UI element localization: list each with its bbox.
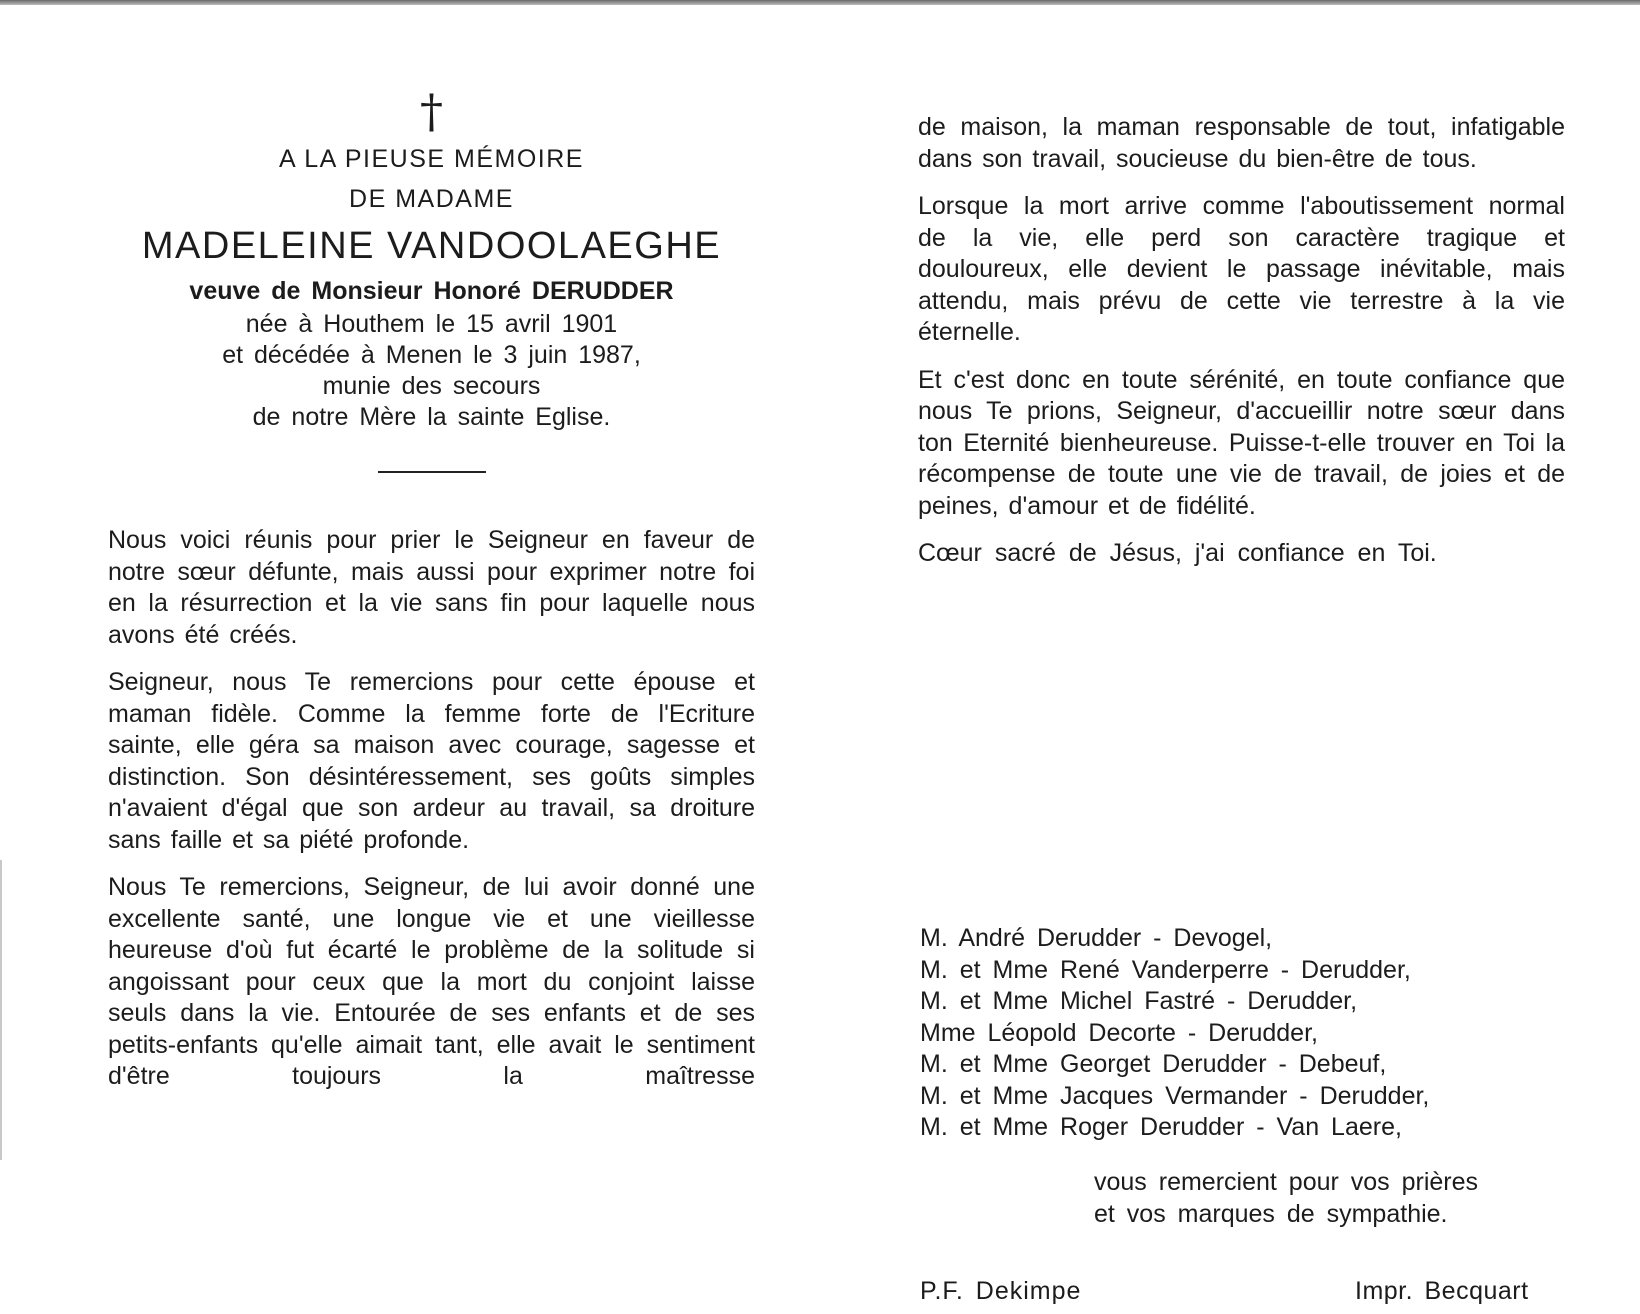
- left-edge-mark: [0, 860, 2, 1160]
- widow-line: veuve de Monsieur Honoré DERUDDER: [189, 277, 674, 305]
- prayer-paragraph: de maison, la maman responsable de tout, infatigable dans son travail, soucieuse du bien-être de tous.: [918, 113, 1565, 173]
- divider: [378, 471, 486, 473]
- madame-heading: DE MADAME: [349, 185, 514, 213]
- left-column: [108, 85, 755, 1093]
- thanks-note: [1094, 1167, 1574, 1230]
- deceased-name: MADELEINE VANDOOLAEGHE: [141, 225, 722, 267]
- prayer-paragraph: Nous voici réunis pour prier le Seigneur en faveur de notre sœur défunte, mais aussi pour exprimer notre foi en la résurrection et la vie sans fin pour laquelle nous avons été créés.: [108, 526, 755, 649]
- top-border: [0, 0, 1640, 5]
- prayer-paragraph: Seigneur, nous Te remercions pour cette épouse et maman fidèle. Comme la femme forte de l'Ecriture sainte, elle géra sa maison avec courage, sagesse et distinction. Son désintéressement, ses goûts simples n'avaient d'égal que son ardeur au travail, sa droiture sans faille et sa piété profonde.: [108, 668, 755, 854]
- thanks-line: vous remercient pour vos prières: [1094, 1168, 1479, 1196]
- funeral-director: P.F. Dekimpe: [920, 1277, 1082, 1305]
- right-column: [918, 112, 1565, 570]
- family-member: M. et Mme Jacques Vermander - Derudder,: [920, 1081, 1430, 1110]
- prayer-paragraph: Et c'est donc en toute sérénité, en toute confiance que nous Te prions, Seigneur, d'accueillir notre sœur dans ton Eternité bienheureuse. Puisse-t-elle trouver en Toi la récompense de toute une vie de travail, de joies et de peines, d'amour et de fidélité.: [918, 365, 1565, 520]
- church-line: de notre Mère la sainte Eglise.: [252, 403, 611, 431]
- thanks-line: et vos marques de sympathie.: [1094, 1199, 1448, 1228]
- family-member: M. et Mme Roger Derudder - Van Laere,: [920, 1113, 1402, 1141]
- cross-icon: †: [420, 84, 443, 138]
- family-list: [920, 923, 1570, 1144]
- printer-credit: Impr. Becquart: [1355, 1277, 1529, 1305]
- family-member: Mme Léopold Decorte - Derudder,: [920, 1018, 1318, 1047]
- birth-line: née à Houthem le 15 avril 1901: [245, 310, 618, 338]
- family-member: M. et Mme Georget Derudder - Debeuf,: [920, 1050, 1387, 1078]
- memorial-heading: A LA PIEUSE MÉMOIRE: [279, 145, 584, 173]
- prayer-paragraph: Lorsque la mort arrive comme l'aboutissement normal de la vie, elle perd son caractère tragique et douloureux, elle devient le passage inévitable, mais attendu, mais prévu de cette vie terrestre à la vie éternelle.: [918, 192, 1565, 346]
- family-member: M. André Derudder - Devogel,: [920, 924, 1273, 952]
- family-member: M. et Mme Michel Fastré - Derudder,: [920, 987, 1358, 1015]
- death-line: et décédée à Menen le 3 juin 1987,: [222, 341, 641, 369]
- closing-invocation: Cœur sacré de Jésus, j'ai confiance en Toi.: [918, 539, 1437, 567]
- prayer-paragraph: Nous Te remercions, Seigneur, de lui avoir donné une excellente santé, une longue vie et une vieillesse heureuse d'où fut écarté le problème de la solitude si angoissant pour ceux que la mort du conjoint laisse seuls dans la vie. Entourée de ses enfants et de ses petits-enfants qu'elle aimait tant, elle avait le sentiment d'être toujours la maîtresse: [108, 873, 755, 1090]
- family-member: M. et Mme René Vanderperre - Derudder,: [920, 955, 1411, 984]
- sacraments-line: munie des secours: [322, 372, 541, 400]
